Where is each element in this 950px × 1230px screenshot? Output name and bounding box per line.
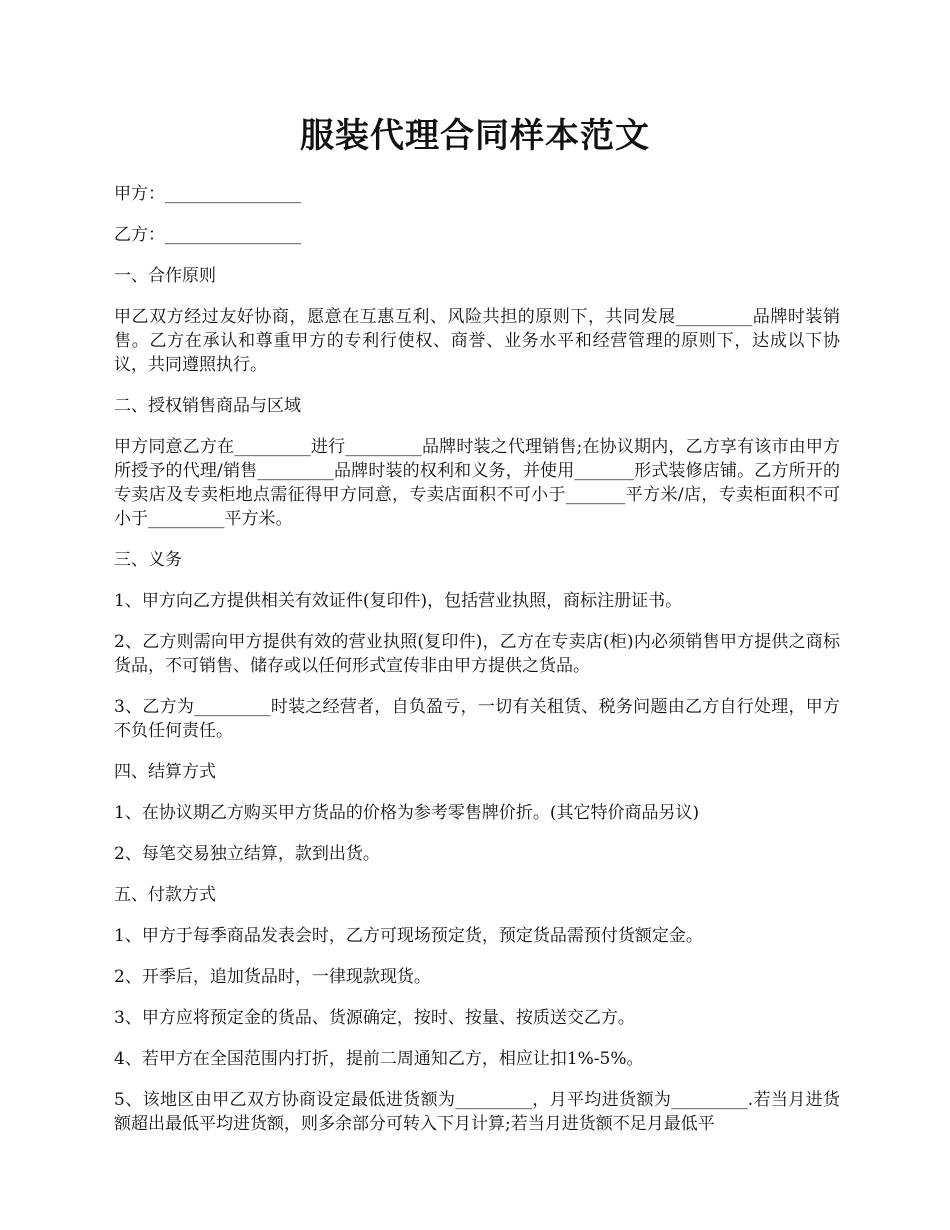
obligation-item-3: 3、乙方为_________时装之经营者，自负盈亏，一切有关租赁、税务问题由乙方自行处理，甲方不负任何责任。 [114, 697, 840, 741]
payment-item-3: 3、甲方应将预定金的货品、货源确定，按时、按量、按质送交乙方。 [114, 1008, 635, 1028]
settlement-item-1: 1、在协议期乙方购买甲方货品的价格为参考零售牌价折。(其它特价商品另议) [114, 803, 700, 823]
settlement-item-2: 2、每笔交易独立结算，款到出货。 [114, 844, 380, 864]
section-heading-settlement: 四、结算方式 [114, 762, 216, 782]
paragraph-authorization: 甲方同意乙方在_________进行_________品牌时装之代理销售;在协议期内，乙方享有该市由甲方所授予的代理/销售_________品牌时装的权利和义务，并使用_______形式装修店铺。乙方所开的专卖店及专卖柜地点需征得甲方同意，专卖店面积不可小于_______平方米/店，专卖柜面积不可小于_________平方米。 [114, 437, 840, 529]
section-heading-payment: 五、付款方式 [114, 885, 216, 905]
party-a-line: 甲方：________________ [114, 184, 301, 204]
document-body [114, 182, 840, 1153]
section-heading-authorization: 二、授权销售商品与区域 [114, 396, 301, 416]
obligation-item-2: 2、乙方则需向甲方提供有效的营业执照(复印件)，乙方在专卖店(柜)内必须销售甲方提供之商标货品，不可销售、储存或以任何形式宣传非由甲方提供之货品。 [114, 632, 840, 676]
party-b-line: 乙方：________________ [114, 225, 301, 245]
payment-item-4: 4、若甲方在全国范围内打折，提前二周通知乙方，相应让扣1%-5%。 [114, 1049, 644, 1069]
document-title: 服装代理合同样本范文 [300, 116, 650, 156]
payment-item-2: 2、开季后，追加货品时，一律现款现货。 [114, 967, 431, 987]
paragraph-cooperation: 甲乙双方经过友好协商，愿意在互惠互利、风险共担的原则下，共同发展_________品牌时装销售。乙方在承认和尊重甲方的专利行使权、商誉、业务水平和经营管理的原则下，达成以下协议，共同遵照执行。 [114, 307, 840, 375]
payment-item-5: 5、该地区由甲乙双方协商设定最低进货额为_________，月平均进货额为_________.若当月进货额超出最低平均进货额，则多余部分可转入下月计算;若当月进货额不足月最低平 [114, 1090, 840, 1134]
section-heading-obligations: 三、义务 [114, 550, 182, 570]
payment-item-1: 1、甲方于每季商品发表会时，乙方可现场预定货，预定货品需预付货额定金。 [114, 926, 703, 946]
obligation-item-1: 1、甲方向乙方提供相关有效证件(复印件)，包括营业执照，商标注册证书。 [114, 591, 683, 611]
section-heading-cooperation: 一、合作原则 [114, 266, 216, 286]
